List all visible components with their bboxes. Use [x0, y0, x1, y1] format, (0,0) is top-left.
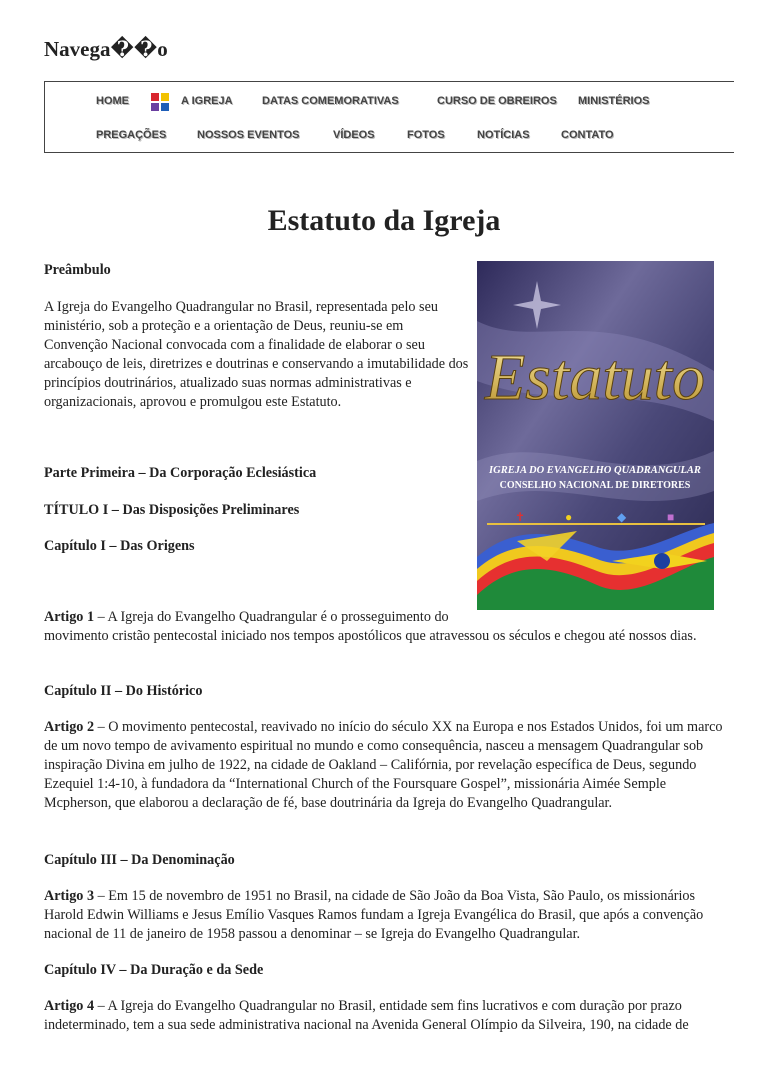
cover-line-2: CONSELHO NACIONAL DE DIRETORES	[499, 480, 691, 491]
menu-curso-de-obreiros[interactable]: CURSO DE OBREIROS	[437, 95, 557, 107]
artigo-4	[44, 997, 724, 1035]
menu-contato[interactable]: CONTATO	[561, 129, 614, 141]
page-title: Estatuto da Igreja	[267, 204, 501, 237]
menu-ministerios[interactable]: MINISTÉRIOS	[578, 95, 650, 107]
menu-videos[interactable]: VÍDEOS	[333, 129, 375, 141]
svg-text:◆: ◆	[617, 510, 627, 524]
artigo-1-first-line	[44, 608, 474, 627]
svg-text:■: ■	[667, 510, 675, 524]
artigo-3-label: Artigo 3	[44, 888, 95, 904]
church-logo-icon	[151, 93, 169, 111]
artigo-2-text: – O movimento pentecostal, reavivado no início do século XX na Europa e nos Estados Unidos, foi um marco de um novo tempo de avivamento espiritual no mundo e como consequência, nasceu a mensagem Quadrangular sob inspiração Divina em julho de 1922, na cidade de Oakland – Califórnia, por revelação específica de Deus, segundo Ezequiel 1:4-10, à fundadora da “International Church of the Foursquare Gospel”, missionária Aimée Semple Mcpherson, que elaborou a declaração de fé, base doutrinária da Igreja do Evangelho Quadrangular.	[44, 719, 723, 811]
preamble-heading: Preâmbulo	[44, 262, 111, 278]
artigo-4-text: – A Igreja do Evangelho Quadrangular no Brasil, entidade sem fins lucrativos e com duração por prazo indeterminado, tem a sua sede administrativa nacional na Avenida General Olímpio da Silveira, 190, na cidade de	[44, 998, 689, 1033]
menu-nossos-eventos[interactable]: NOSSOS EVENTOS	[197, 129, 300, 141]
menu-pregacoes[interactable]: PREGAÇÕES	[96, 129, 167, 141]
capitulo-iii-heading: Capítulo III – Da Denominação	[44, 852, 235, 868]
main-menu	[44, 81, 734, 153]
preamble-text: A Igreja do Evangelho Quadrangular no Brasil, representada pelo seu ministério, sob a proteção e a orientação de Deus, reuniu-se em Convenção Nacional convocada com a finalidade de elaborar o seu arcabouço de leis, diretrizes e doutrinas e conservando a imutabilidade dos princípios doutrinários, atualizado suas normas administrativas e organizacionais, aprovou e promulgou este Estatuto.	[44, 299, 469, 410]
svg-text:✝: ✝	[515, 510, 526, 524]
menu-home[interactable]: HOME	[96, 95, 129, 107]
titulo-i-heading: TÍTULO I – Das Disposições Preliminares	[44, 502, 300, 518]
capitulo-iv-heading: Capítulo IV – Da Duração e da Sede	[44, 962, 264, 978]
parte-primeira-heading: Parte Primeira – Da Corporação Eclesiástica	[44, 465, 317, 481]
menu-a-igreja[interactable]: A IGREJA	[181, 95, 233, 107]
artigo-2-label: Artigo 2	[44, 719, 95, 735]
navigation-heading: Navega��o	[44, 37, 168, 61]
svg-text:●: ●	[565, 510, 573, 524]
artigo-4-label: Artigo 4	[44, 998, 95, 1014]
cover-line-1: IGREJA DO EVANGELHO QUADRANGULAR	[489, 465, 701, 476]
artigo-2	[44, 718, 724, 813]
menu-datas-comemorativas[interactable]: DATAS COMEMORATIVAS	[262, 95, 399, 107]
artigo-1-rest: movimento cristão pentecostal iniciado nos tempos apostólicos que atravessou os séculos e chegou até nossos dias.	[44, 628, 697, 644]
artigo-1-line1: – A Igreja do Evangelho Quadrangular é o prosseguimento do	[94, 609, 449, 625]
cover-title: Estatuto	[484, 341, 706, 414]
artigo-3-text: – Em 15 de novembro de 1951 no Brasil, na cidade de São João da Boa Vista, São Paulo, os missionários Harold Edwin Williams e Jesus Emílio Vasques Ramos fundam a Igreja Evangélica do Brasil, que após a convenção nacional de 11 de janeiro de 1958 passou a denominar – se Igreja do Evangelho Quadrangular.	[44, 888, 704, 942]
menu-noticias[interactable]: NOTÍCIAS	[477, 129, 530, 141]
menu-fotos[interactable]: FOTOS	[407, 129, 445, 141]
artigo-3	[44, 887, 724, 944]
statute-cover-image	[477, 261, 714, 610]
artigo-1-label: Artigo 1	[44, 609, 95, 625]
capitulo-ii-heading: Capítulo II – Do Histórico	[44, 683, 203, 699]
capitulo-i-heading: Capítulo I – Das Origens	[44, 538, 195, 554]
